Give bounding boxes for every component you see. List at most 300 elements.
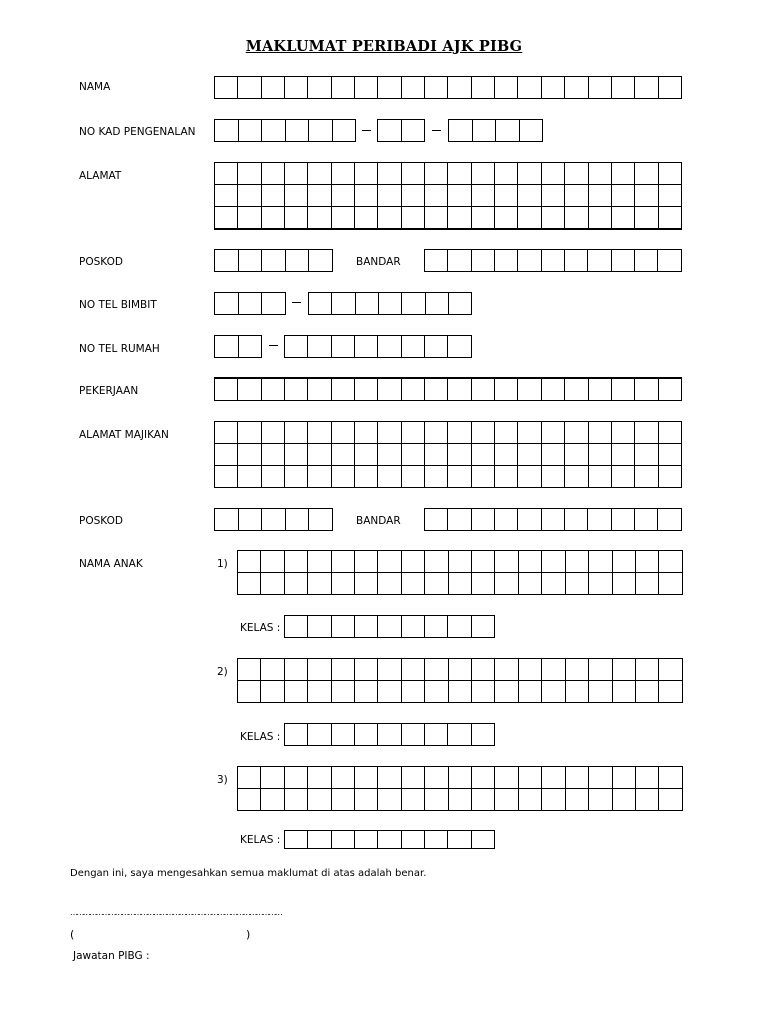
char-box[interactable]	[566, 789, 589, 811]
char-box[interactable]	[542, 767, 565, 789]
char-box[interactable]	[215, 466, 238, 488]
char-box[interactable]	[565, 207, 588, 229]
char-box[interactable]	[659, 379, 682, 401]
char-box[interactable]	[565, 422, 588, 444]
char-box[interactable]	[519, 789, 542, 811]
char-box[interactable]	[332, 379, 355, 401]
char-box[interactable]	[355, 207, 378, 229]
char-box[interactable]	[355, 616, 378, 638]
char-box[interactable]	[215, 120, 239, 142]
char-box[interactable]	[402, 422, 425, 444]
char-box[interactable]	[239, 293, 263, 315]
char-box[interactable]	[425, 573, 448, 595]
char-box[interactable]	[285, 207, 308, 229]
char-box[interactable]	[659, 422, 682, 444]
char-box[interactable]	[472, 724, 495, 746]
char-box[interactable]	[355, 789, 378, 811]
char-box[interactable]	[285, 616, 308, 638]
char-box[interactable]	[355, 422, 378, 444]
char-box[interactable]	[402, 120, 426, 142]
char-box[interactable]	[286, 120, 310, 142]
char-box[interactable]	[659, 573, 682, 595]
char-box[interactable]	[659, 789, 682, 811]
char-box[interactable]	[239, 509, 263, 531]
child-1-name-field[interactable]	[237, 550, 683, 595]
char-box[interactable]	[286, 250, 310, 272]
char-box[interactable]	[261, 767, 284, 789]
char-box[interactable]	[518, 250, 541, 272]
char-box[interactable]	[378, 163, 401, 185]
char-box[interactable]	[519, 573, 542, 595]
char-box[interactable]	[612, 185, 635, 207]
char-box[interactable]	[495, 379, 518, 401]
char-box[interactable]	[425, 77, 448, 99]
char-box[interactable]	[448, 466, 471, 488]
char-box[interactable]	[449, 551, 472, 573]
char-box[interactable]	[425, 444, 448, 466]
char-box[interactable]	[238, 379, 261, 401]
char-box[interactable]	[659, 466, 682, 488]
char-box[interactable]	[635, 379, 658, 401]
char-box[interactable]	[542, 551, 565, 573]
char-box[interactable]	[261, 551, 284, 573]
char-box[interactable]	[285, 789, 308, 811]
char-box[interactable]	[589, 379, 612, 401]
char-box[interactable]	[612, 444, 635, 466]
char-box[interactable]	[285, 551, 308, 573]
char-box[interactable]	[520, 120, 544, 142]
char-box[interactable]	[635, 77, 658, 99]
char-box[interactable]	[332, 724, 355, 746]
char-box[interactable]	[635, 163, 658, 185]
nama-field[interactable]	[214, 76, 682, 99]
char-box[interactable]	[308, 551, 331, 573]
char-box[interactable]	[425, 681, 448, 703]
char-box[interactable]	[472, 77, 495, 99]
char-box[interactable]	[309, 509, 333, 531]
char-box[interactable]	[542, 422, 565, 444]
char-box[interactable]	[355, 724, 378, 746]
char-box[interactable]	[518, 77, 541, 99]
char-box[interactable]	[635, 250, 658, 272]
char-box[interactable]	[542, 379, 565, 401]
char-box[interactable]	[262, 207, 285, 229]
char-box[interactable]	[378, 185, 401, 207]
char-box[interactable]	[612, 250, 635, 272]
char-box[interactable]	[565, 509, 588, 531]
char-box[interactable]	[449, 659, 472, 681]
char-box[interactable]	[402, 207, 425, 229]
char-box[interactable]	[308, 659, 331, 681]
char-box[interactable]	[448, 207, 471, 229]
char-box[interactable]	[612, 379, 635, 401]
char-box[interactable]	[612, 422, 635, 444]
char-box[interactable]	[285, 422, 308, 444]
char-box[interactable]	[356, 293, 379, 315]
char-box[interactable]	[636, 789, 659, 811]
char-box[interactable]	[215, 163, 238, 185]
char-box[interactable]	[448, 77, 471, 99]
char-box[interactable]	[308, 789, 331, 811]
char-box[interactable]	[448, 444, 471, 466]
char-box[interactable]	[332, 789, 355, 811]
char-box[interactable]	[495, 659, 518, 681]
char-box[interactable]	[612, 207, 635, 229]
char-box[interactable]	[308, 616, 331, 638]
char-box[interactable]	[542, 681, 565, 703]
char-box[interactable]	[448, 616, 471, 638]
char-box[interactable]	[589, 466, 612, 488]
char-box[interactable]	[308, 379, 331, 401]
char-box[interactable]	[238, 77, 261, 99]
char-box[interactable]	[472, 379, 495, 401]
char-box[interactable]	[378, 379, 401, 401]
char-box[interactable]	[613, 551, 636, 573]
char-box[interactable]	[658, 509, 681, 531]
char-box[interactable]	[309, 250, 333, 272]
char-box[interactable]	[659, 163, 682, 185]
char-box[interactable]	[449, 293, 472, 315]
char-box[interactable]	[636, 659, 659, 681]
char-box[interactable]	[565, 163, 588, 185]
char-box[interactable]	[589, 681, 612, 703]
char-box[interactable]	[238, 573, 261, 595]
char-box[interactable]	[355, 163, 378, 185]
char-box[interactable]	[425, 616, 448, 638]
char-box[interactable]	[402, 551, 425, 573]
char-box[interactable]	[332, 573, 355, 595]
char-box[interactable]	[308, 466, 331, 488]
pekerjaan-field[interactable]	[214, 377, 682, 401]
char-box[interactable]	[215, 250, 239, 272]
char-box[interactable]	[472, 789, 495, 811]
char-box[interactable]	[355, 466, 378, 488]
tel-rumah-number-field[interactable]	[284, 335, 472, 358]
char-box[interactable]	[402, 444, 425, 466]
char-box[interactable]	[472, 444, 495, 466]
char-box[interactable]	[495, 789, 518, 811]
char-box[interactable]	[542, 185, 565, 207]
char-box[interactable]	[612, 509, 635, 531]
char-box[interactable]	[495, 207, 518, 229]
char-box[interactable]	[332, 422, 355, 444]
char-box[interactable]	[496, 120, 520, 142]
char-box[interactable]	[262, 509, 286, 531]
char-box[interactable]	[378, 207, 401, 229]
char-box[interactable]	[612, 163, 635, 185]
char-box[interactable]	[589, 444, 612, 466]
char-box[interactable]	[262, 120, 286, 142]
char-box[interactable]	[495, 573, 518, 595]
char-box[interactable]	[238, 444, 261, 466]
char-box[interactable]	[472, 466, 495, 488]
char-box[interactable]	[495, 551, 518, 573]
char-box[interactable]	[425, 659, 448, 681]
char-box[interactable]	[472, 573, 495, 595]
char-box[interactable]	[355, 185, 378, 207]
child-1-kelas-field[interactable]	[284, 615, 495, 638]
char-box[interactable]	[495, 509, 518, 531]
char-box[interactable]	[378, 422, 401, 444]
char-box[interactable]	[402, 379, 425, 401]
char-box[interactable]	[473, 120, 497, 142]
alamat-field[interactable]	[214, 162, 682, 230]
char-box[interactable]	[332, 293, 355, 315]
char-box[interactable]	[285, 336, 308, 358]
char-box[interactable]	[448, 336, 471, 358]
char-box[interactable]	[239, 250, 263, 272]
char-box[interactable]	[379, 293, 402, 315]
char-box[interactable]	[238, 466, 261, 488]
char-box[interactable]	[426, 293, 449, 315]
char-box[interactable]	[542, 250, 565, 272]
char-box[interactable]	[332, 616, 355, 638]
char-box[interactable]	[378, 831, 401, 849]
char-box[interactable]	[239, 336, 263, 358]
char-box[interactable]	[378, 336, 401, 358]
char-box[interactable]	[378, 681, 401, 703]
char-box[interactable]	[425, 767, 448, 789]
char-box[interactable]	[542, 207, 565, 229]
char-box[interactable]	[589, 185, 612, 207]
char-box[interactable]	[308, 163, 331, 185]
char-box[interactable]	[542, 163, 565, 185]
char-box[interactable]	[472, 185, 495, 207]
char-box[interactable]	[518, 185, 541, 207]
child-3-kelas-field[interactable]	[284, 830, 495, 849]
char-box[interactable]	[355, 573, 378, 595]
alamat-majikan-field[interactable]	[214, 421, 682, 488]
char-box[interactable]	[472, 831, 495, 849]
char-box[interactable]	[495, 250, 518, 272]
char-box[interactable]	[332, 207, 355, 229]
char-box[interactable]	[355, 444, 378, 466]
char-box[interactable]	[495, 681, 518, 703]
char-box[interactable]	[566, 659, 589, 681]
poskod-field[interactable]	[214, 249, 333, 272]
char-box[interactable]	[518, 379, 541, 401]
signature-line[interactable]: ………………………………………………………………………………………	[70, 908, 282, 917]
char-box[interactable]	[378, 77, 401, 99]
char-box[interactable]	[635, 422, 658, 444]
char-box[interactable]	[565, 444, 588, 466]
char-box[interactable]	[332, 681, 355, 703]
char-box[interactable]	[425, 789, 448, 811]
char-box[interactable]	[355, 551, 378, 573]
char-box[interactable]	[425, 422, 448, 444]
char-box[interactable]	[332, 767, 355, 789]
char-box[interactable]	[495, 77, 518, 99]
char-box[interactable]	[332, 77, 355, 99]
char-box[interactable]	[262, 185, 285, 207]
char-box[interactable]	[635, 444, 658, 466]
char-box[interactable]	[448, 185, 471, 207]
char-box[interactable]	[636, 573, 659, 595]
char-box[interactable]	[402, 163, 425, 185]
char-box[interactable]	[402, 831, 425, 849]
char-box[interactable]	[542, 789, 565, 811]
char-box[interactable]	[355, 681, 378, 703]
char-box[interactable]	[215, 185, 238, 207]
char-box[interactable]	[612, 466, 635, 488]
char-box[interactable]	[285, 444, 308, 466]
ic-field-part2[interactable]	[377, 119, 425, 142]
char-box[interactable]	[636, 551, 659, 573]
char-box[interactable]	[659, 551, 682, 573]
char-box[interactable]	[402, 789, 425, 811]
char-box[interactable]	[308, 681, 331, 703]
char-box[interactable]	[285, 163, 308, 185]
char-box[interactable]	[286, 509, 310, 531]
char-box[interactable]	[402, 616, 425, 638]
char-box[interactable]	[635, 509, 658, 531]
char-box[interactable]	[308, 767, 331, 789]
char-box[interactable]	[402, 681, 425, 703]
char-box[interactable]	[565, 77, 588, 99]
char-box[interactable]	[589, 789, 612, 811]
char-box[interactable]	[238, 422, 261, 444]
char-box[interactable]	[215, 509, 239, 531]
char-box[interactable]	[402, 185, 425, 207]
char-box[interactable]	[262, 422, 285, 444]
char-box[interactable]	[448, 422, 471, 444]
char-box[interactable]	[425, 831, 448, 849]
char-box[interactable]	[472, 207, 495, 229]
char-box[interactable]	[589, 573, 612, 595]
char-box[interactable]	[636, 681, 659, 703]
char-box[interactable]	[285, 77, 308, 99]
char-box[interactable]	[238, 207, 261, 229]
char-box[interactable]	[262, 163, 285, 185]
char-box[interactable]	[635, 185, 658, 207]
char-box[interactable]	[261, 681, 284, 703]
char-box[interactable]	[285, 659, 308, 681]
char-box[interactable]	[308, 336, 331, 358]
char-box[interactable]	[659, 77, 682, 99]
char-box[interactable]	[449, 573, 472, 595]
char-box[interactable]	[378, 120, 402, 142]
char-box[interactable]	[378, 616, 401, 638]
char-box[interactable]	[285, 767, 308, 789]
char-box[interactable]	[378, 444, 401, 466]
child-2-kelas-field[interactable]	[284, 723, 495, 746]
char-box[interactable]	[659, 659, 682, 681]
char-box[interactable]	[215, 422, 238, 444]
char-box[interactable]	[402, 767, 425, 789]
char-box[interactable]	[285, 573, 308, 595]
char-box[interactable]	[402, 77, 425, 99]
char-box[interactable]	[378, 573, 401, 595]
char-box[interactable]	[355, 767, 378, 789]
char-box[interactable]	[285, 681, 308, 703]
char-box[interactable]	[589, 422, 612, 444]
char-box[interactable]	[519, 659, 542, 681]
char-box[interactable]	[262, 293, 286, 315]
char-box[interactable]	[285, 831, 308, 849]
char-box[interactable]	[402, 573, 425, 595]
char-box[interactable]	[238, 681, 261, 703]
char-box[interactable]	[448, 831, 471, 849]
char-box[interactable]	[472, 250, 495, 272]
tel-bimbit-prefix-field[interactable]	[214, 292, 286, 315]
char-box[interactable]	[518, 207, 541, 229]
char-box[interactable]	[215, 207, 238, 229]
char-box[interactable]	[308, 422, 331, 444]
char-box[interactable]	[449, 681, 472, 703]
char-box[interactable]	[309, 293, 332, 315]
char-box[interactable]	[262, 444, 285, 466]
char-box[interactable]	[333, 120, 357, 142]
char-box[interactable]	[659, 207, 682, 229]
char-box[interactable]	[378, 789, 401, 811]
char-box[interactable]	[309, 120, 333, 142]
char-box[interactable]	[425, 336, 448, 358]
char-box[interactable]	[613, 659, 636, 681]
char-box[interactable]	[495, 767, 518, 789]
char-box[interactable]	[566, 681, 589, 703]
char-box[interactable]	[495, 422, 518, 444]
char-box[interactable]	[472, 163, 495, 185]
char-box[interactable]	[542, 573, 565, 595]
char-box[interactable]	[425, 379, 448, 401]
char-box[interactable]	[239, 120, 263, 142]
char-box[interactable]	[215, 379, 238, 401]
char-box[interactable]	[518, 163, 541, 185]
char-box[interactable]	[425, 207, 448, 229]
char-box[interactable]	[472, 616, 495, 638]
char-box[interactable]	[285, 185, 308, 207]
char-box[interactable]	[308, 77, 331, 99]
char-box[interactable]	[519, 551, 542, 573]
char-box[interactable]	[425, 466, 448, 488]
char-box[interactable]	[566, 551, 589, 573]
char-box[interactable]	[378, 724, 401, 746]
char-box[interactable]	[613, 767, 636, 789]
char-box[interactable]	[472, 551, 495, 573]
char-box[interactable]	[589, 163, 612, 185]
char-box[interactable]	[378, 551, 401, 573]
tel-bimbit-number-field[interactable]	[308, 292, 472, 315]
char-box[interactable]	[355, 659, 378, 681]
char-box[interactable]	[658, 250, 681, 272]
char-box[interactable]	[402, 293, 425, 315]
char-box[interactable]	[238, 163, 261, 185]
char-box[interactable]	[472, 422, 495, 444]
child-2-name-field[interactable]	[237, 658, 683, 703]
char-box[interactable]	[215, 444, 238, 466]
char-box[interactable]	[262, 77, 285, 99]
char-box[interactable]	[472, 659, 495, 681]
char-box[interactable]	[589, 551, 612, 573]
char-box[interactable]	[449, 120, 473, 142]
char-box[interactable]	[566, 767, 589, 789]
char-box[interactable]	[355, 336, 378, 358]
char-box[interactable]	[238, 185, 261, 207]
char-box[interactable]	[308, 185, 331, 207]
char-box[interactable]	[472, 767, 495, 789]
bandar-field[interactable]	[424, 249, 682, 272]
char-box[interactable]	[449, 767, 472, 789]
char-box[interactable]	[565, 250, 588, 272]
char-box[interactable]	[589, 659, 612, 681]
char-box[interactable]	[425, 551, 448, 573]
char-box[interactable]	[518, 444, 541, 466]
char-box[interactable]	[332, 163, 355, 185]
char-box[interactable]	[332, 466, 355, 488]
char-box[interactable]	[659, 444, 682, 466]
char-box[interactable]	[262, 250, 286, 272]
char-box[interactable]	[262, 466, 285, 488]
